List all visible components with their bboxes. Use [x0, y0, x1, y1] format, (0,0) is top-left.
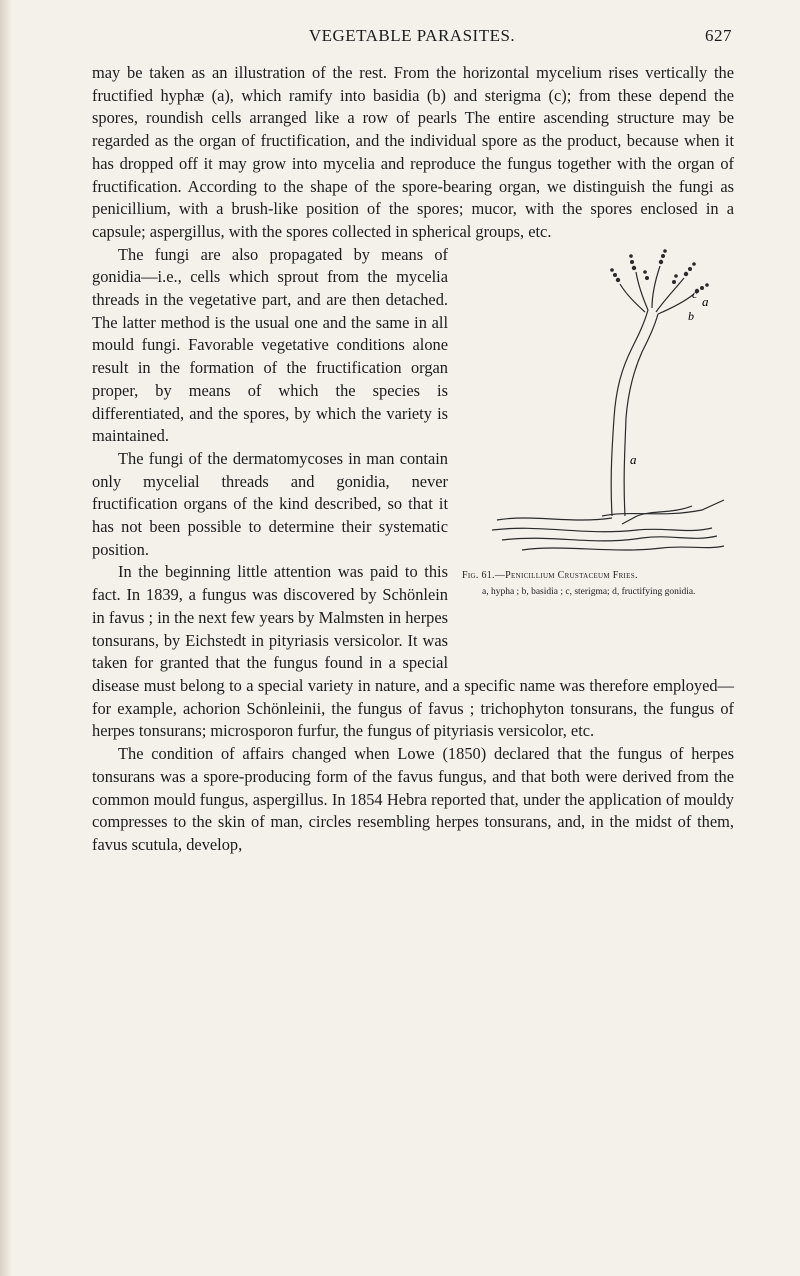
paragraph-history: In the beginning little attention was paid to this fact. In 1839, a fungus was discovered by Schönlein in favus ; in the next few years by Malmsten in herpes tonsurans, by Eichstedt in pityriasis versicolor. It was taken for granted that the fungus found in a special disease must belong to a special variety in nature, and a specific name was therefore employed—for example, achorion Schönleinii, the fungus of favus ; trichophyton tonsurans, the fungus of herpes tonsurans; microsporon furfur, the fungus of pityriasis versicolor, etc.: [92, 562, 734, 741]
paragraph-gonidia: The fungi are also propagated by means of gonidia—i.e., cells which sprout from the mycelia threads in the vegetative part, and are then detached. The latter method is the usual one and the same in all mould fungi. Favorable vegetative conditions alone result in the formation of the fructification organ proper, by means of which the species is differentiated, and the spores, by which the variety is maintained.: [92, 244, 448, 446]
paragraph-dermatomycoses: The fungi of the dermatomycoses in man contain only mycelial threads and gonidia, never fructification organs of the kind described, so that it has not been possible to determine their systematic position.: [92, 448, 448, 559]
running-header: [92, 26, 732, 52]
figure-61: [462, 248, 734, 660]
penicillium-illustration: [462, 248, 734, 568]
page-number: 627: [705, 26, 732, 45]
running-title: VEGETABLE PARASITES.: [308, 26, 516, 45]
label-a-mid: a: [630, 451, 637, 467]
label-c: c: [692, 286, 698, 301]
figure-caption: [462, 570, 734, 598]
page-binding-shadow: [0, 0, 12, 1276]
paragraph-fructification: may be taken as an illustration of the rest. From the horizontal mycelium rises vertically the fructified hyphæ (a), which ramify into basidia (b) and sterigma (c); from these depend the spores, roundish cells arranged like a row of pearls The entire ascending structure may be regarded as the organ of fructification, and the individual spore as the product, because when it has dropped off it may grow into mycelia and reproduce the fungus together with the organ of fructification. According to the shape of the spore-bearing organ, we distinguish the fungi as penicillium, with a brush-like position of the spores; mucor, with the spores enclosed in a capsule; aspergillus, with the spores collected in spherical groups, etc.: [92, 63, 734, 241]
paragraph-lowe-hebra: The condition of affairs changed when Lowe (1850) declared that the fungus of herpes tonsurans was a spore-producing form of the favus fungus, and that both were derived from the common mould fungus, aspergillus. In 1854 Hebra reported that, under the application of mouldy compresses to the skin of man, circles resembling herpes tonsurans, and, in the midst of them, favus scutula, develop,: [92, 744, 734, 854]
label-b: b: [688, 308, 694, 323]
caption-title: Fig. 61.—Penicillium Crustaceum Fries.: [462, 569, 638, 581]
caption-legend: a, hypha ; b, basidia ; c, sterigma; d, fructifying gonidia.: [482, 586, 696, 597]
label-a-top: a: [702, 293, 709, 309]
body-text: [92, 62, 734, 857]
